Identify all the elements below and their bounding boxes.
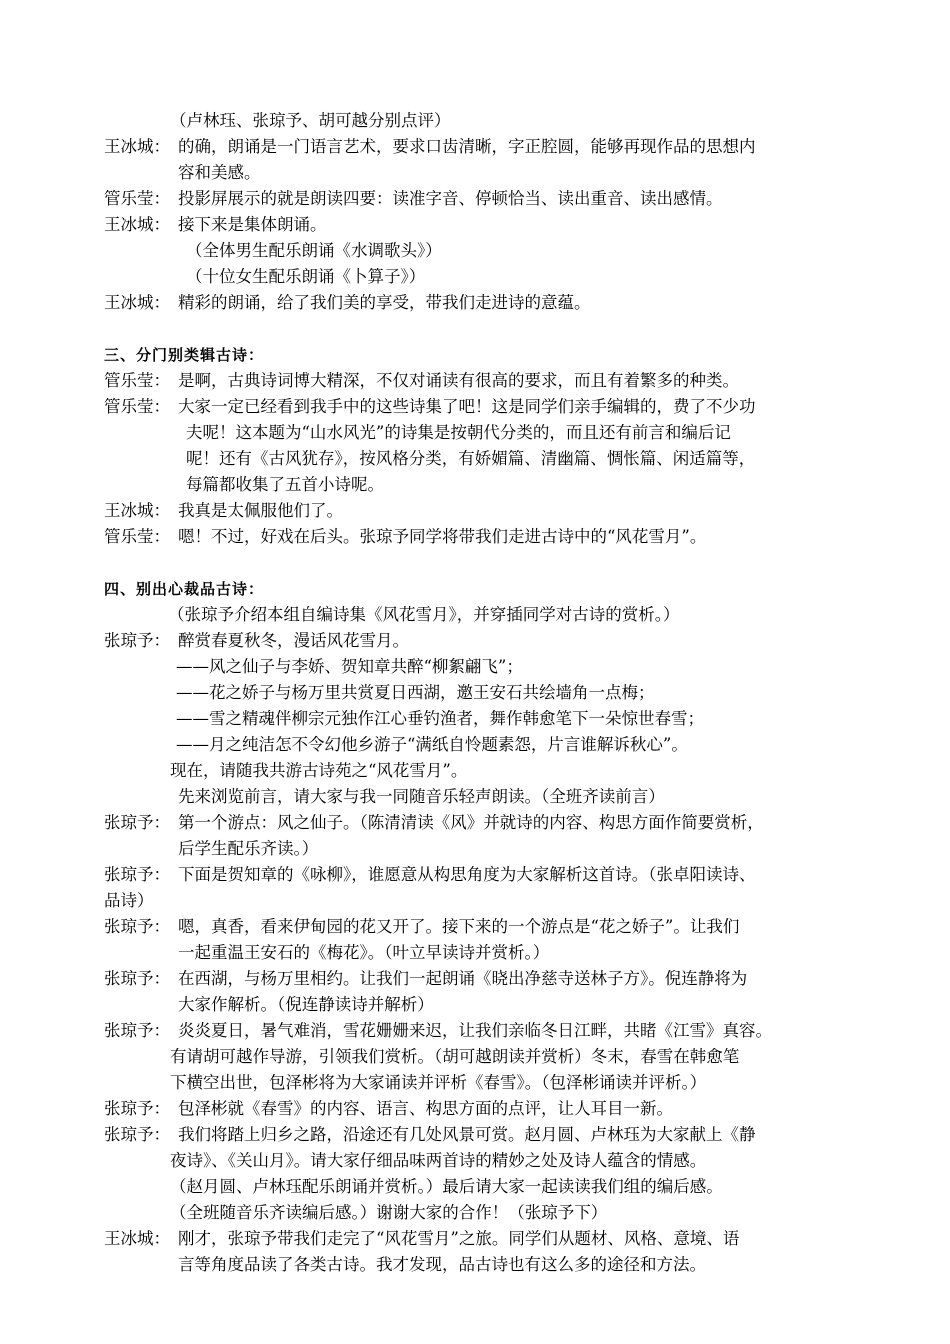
line-text: 嗯！不过，好戏在后头。张琼予同学将带我们走进古诗中的“风花雪月”。 — [178, 527, 707, 546]
text-line — [104, 654, 874, 680]
speaker-label: 张琼予： — [104, 969, 170, 988]
speaker-label: 王冰城： — [104, 501, 170, 520]
line-text: 我们将踏上归乡之路，沿途还有几处风景可赏。赵月圆、卢林珏为大家献上《静 — [178, 1125, 756, 1144]
speaker-label: 王冰城： — [104, 137, 170, 156]
line-text: 包泽彬就《春雪》的内容、语言、构思方面的点评，让人耳目一新。 — [178, 1099, 673, 1118]
line-text: 大家作解析。（倪连静读诗并解析） — [178, 995, 434, 1014]
line-text: 言等角度品读了各类古诗。我才发现，品古诗也有这么多的途径和方法。 — [178, 1255, 706, 1274]
text-line — [104, 1252, 874, 1278]
text-line — [104, 264, 874, 290]
document-body — [104, 108, 874, 1278]
line-text: 接下来是集体朗诵。 — [178, 215, 327, 234]
speaker-label: 张琼予： — [104, 1021, 170, 1040]
line-text: 精彩的朗诵，给了我们美的享受，带我们走进诗的意蕴。 — [178, 293, 591, 312]
dialogue-line — [104, 1226, 874, 1252]
speaker-label: 王冰城： — [104, 293, 170, 312]
dialogue-line — [104, 966, 874, 992]
speaker-label: 管乐莹： — [104, 189, 170, 208]
line-text: 大家一定已经看到我手中的这些诗集了吧！这是同学们亲手编辑的，费了不少功 — [178, 397, 756, 416]
dialogue-line — [104, 290, 874, 316]
text-line — [104, 602, 874, 628]
text-line — [104, 108, 874, 134]
line-text: （十位女生配乐朗诵《卜算子》） — [186, 267, 426, 286]
line-text: 第一个游点：风之仙子。（陈清清读《风》并就诗的内容、构思方面作简要赏析， — [178, 813, 764, 832]
line-text: ——风之仙子与李娇、贺知章共醉“柳絮翩飞”； — [176, 657, 523, 676]
dialogue-line — [104, 810, 874, 836]
text-line — [104, 420, 874, 446]
text-line — [104, 680, 874, 706]
speaker-label: 王冰城： — [104, 215, 170, 234]
text-line — [104, 1044, 874, 1070]
text-line — [104, 784, 874, 810]
line-text: 一起重温王安石的《梅花》。（叶立早读诗并赏析。） — [178, 943, 550, 962]
line-text: 炎炎夏日，暑气难消，雪花姗姗来迟，让我们亲临冬日江畔，共睹《江雪》真容。 — [178, 1021, 772, 1040]
text-line — [104, 1200, 874, 1226]
text-line — [104, 706, 874, 732]
speaker-label: 管乐莹： — [104, 371, 170, 390]
line-text: （赵月圆、卢林珏配乐朗诵并赏析。）最后请大家一起读读我们组的编后感。 — [170, 1177, 723, 1196]
dialogue-line — [104, 862, 874, 888]
line-text: 先来浏览前言，请大家与我一同随音乐轻声朗读。（全班齐读前言） — [178, 787, 665, 806]
speaker-label: 管乐莹： — [104, 397, 170, 416]
dialogue-line — [104, 498, 874, 524]
section-heading: 四、别出心裁品古诗： — [104, 580, 265, 598]
line-text: ——花之娇子与杨万里共赏夏日西湖，邀王安石共绘墙角一点梅； — [176, 683, 655, 702]
dialogue-line — [104, 1122, 874, 1148]
line-text: 的确，朗诵是一门语言艺术，要求口齿清晰，字正腔圆，能够再现作品的思想内 — [178, 137, 756, 156]
text-line — [104, 472, 874, 498]
dialogue-line — [104, 1096, 874, 1122]
text-line — [104, 836, 874, 862]
blank-line — [104, 550, 874, 576]
dialogue-line — [104, 186, 874, 212]
dialogue-line — [104, 134, 874, 160]
speaker-label: 王冰城： — [104, 1229, 170, 1248]
line-text: 有请胡可越作导游，引领我们赏析。（胡可越朗读并赏析）冬末，春雪在韩愈笔 — [170, 1047, 740, 1066]
text-line — [104, 446, 874, 472]
line-text: ——月之纯洁怎不令幻他乡游子“满纸自怜题素怨，片言谁解诉秋心”。 — [176, 735, 688, 754]
line-text: 下面是贺知章的《咏柳》，谁愿意从构思角度为大家解析这首诗。（张卓阳读诗、 — [178, 865, 756, 884]
line-text: 夜诗》、《关山月》。请大家仔细品味两首诗的精妙之处及诗人蕴含的情感。 — [170, 1151, 707, 1170]
speaker-label: 张琼予： — [104, 917, 170, 936]
line-text: 醉赏春夏秋冬，漫话风花雪月。 — [178, 631, 409, 650]
dialogue-line — [104, 524, 874, 550]
text-line — [104, 1174, 874, 1200]
blank-line — [104, 316, 874, 342]
text-line — [104, 238, 874, 264]
text-line — [104, 888, 874, 914]
dialogue-line — [104, 1018, 874, 1044]
line-text: 夫呢！这本题为“山水风光”的诗集是按朝代分类的，而且还有前言和编后记 — [186, 423, 731, 442]
dialogue-line — [104, 212, 874, 238]
line-text: 刚才，张琼予带我们走完了“风花雪月”之旅。同学们从题材、风格、意境、语 — [178, 1229, 740, 1248]
dialogue-line — [104, 628, 874, 654]
line-text: 是啊，古典诗词博大精深，不仅对诵读有很高的要求，而且有着繁多的种类。 — [178, 371, 739, 390]
line-text: （全班随音乐齐读编后感。）谢谢大家的合作！（张琼予下） — [170, 1203, 608, 1222]
text-line — [104, 1148, 874, 1174]
line-text: 容和美感。 — [178, 163, 261, 182]
speaker-label: 张琼予： — [104, 813, 170, 832]
dialogue-line — [104, 394, 874, 420]
line-text: （张琼予介绍本组自编诗集《风花雪月》，并穿插同学对古诗的赏析。） — [168, 605, 680, 624]
speaker-label: 管乐莹： — [104, 527, 170, 546]
text-line — [104, 940, 874, 966]
line-text: 在西湖，与杨万里相约。让我们一起朗诵《晓出净慈寺送林子方》。倪连静将为 — [178, 969, 748, 988]
line-text: ——雪之精魂伴柳宗元独作江心垂钓渔者，舞作韩愈笔下一朵惊世春雪； — [176, 709, 704, 728]
text-line — [104, 1070, 874, 1096]
line-text: 投影屏展示的就是朗读四要：读准字音、停顿恰当、读出重音、读出感情。 — [178, 189, 723, 208]
speaker-label: 张琼予： — [104, 631, 170, 650]
text-line — [104, 992, 874, 1018]
line-text: 下横空出世，包泽彬将为大家诵读并评析《春雪》。（包泽彬诵读并评析。） — [170, 1073, 707, 1092]
line-text: 嗯，真香，看来伊甸园的花又开了。接下来的一个游点是“花之娇子”。让我们 — [178, 917, 740, 936]
line-text: 现在，请随我共游古诗苑之“风花雪月”。 — [170, 761, 468, 780]
text-line — [104, 732, 874, 758]
speaker-label: 张琼予： — [104, 1099, 170, 1118]
text-line — [104, 160, 874, 186]
dialogue-line — [104, 914, 874, 940]
speaker-label: 张琼予： — [104, 1125, 170, 1144]
line-text: 呢！还有《古风犹存》，按风格分类，有娇媚篇、清幽篇、惆怅篇、闲适篇等， — [186, 449, 756, 468]
line-text: 每篇都收集了五首小诗呢。 — [186, 475, 384, 494]
dialogue-line — [104, 368, 874, 394]
section-heading: 三、分门别类辑古诗： — [104, 346, 265, 364]
line-text: 我真是太佩服他们了。 — [178, 501, 343, 520]
text-line — [104, 758, 874, 784]
line-text: （卢林珏、张琼予、胡可越分别点评） — [170, 111, 451, 130]
speaker-label: 张琼予： — [104, 865, 170, 884]
line-text: （全体男生配乐朗诵《水调歌头》） — [186, 241, 442, 260]
line-text: 后学生配乐齐读。） — [178, 839, 319, 858]
line-text: 品诗） — [104, 891, 154, 910]
